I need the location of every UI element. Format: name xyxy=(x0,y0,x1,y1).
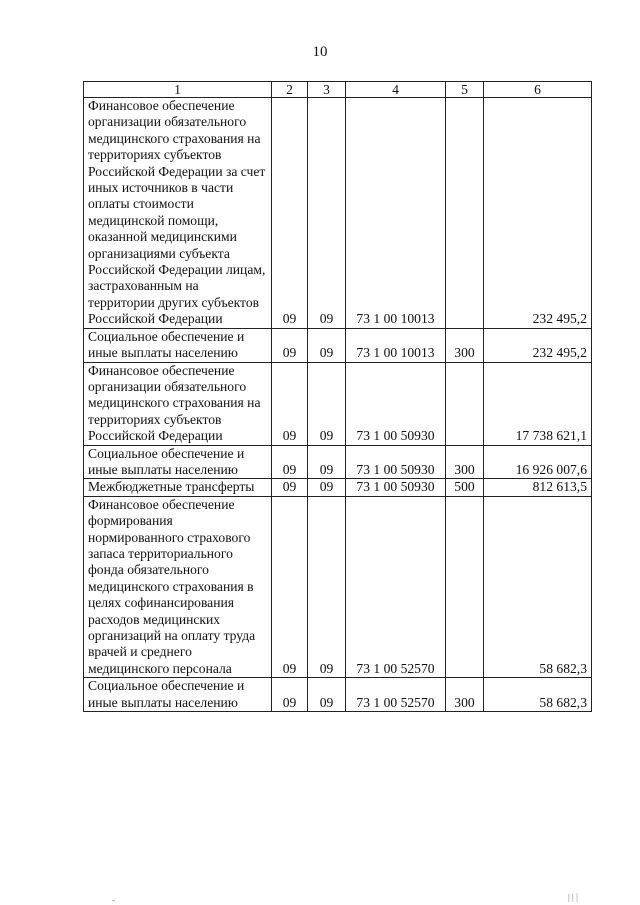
header-col-6: 6 xyxy=(484,82,592,98)
row-amount: 17 738 621,1 xyxy=(484,362,592,445)
row-target-code: 73 1 00 50930 xyxy=(346,479,446,496)
row-target-code: 73 1 00 52570 xyxy=(346,678,446,712)
row-amount: 58 682,3 xyxy=(484,678,592,712)
table-row xyxy=(84,479,592,496)
table-row xyxy=(84,445,592,479)
row-section: 09 xyxy=(272,445,308,479)
row-name: Финансовое обеспечение организации обязательного медицинского страхования на территориях субъектов Российской Федерации за счет иных источников в части оплаты стоимости медицинской помощи, оказанной медицинскими организациями субъекта Российской Федерации лицам, застрахованным на территории других субъектов Российской Федерации xyxy=(84,98,272,329)
row-expense-type: 300 xyxy=(446,328,484,362)
row-target-code: 73 1 00 52570 xyxy=(346,496,446,677)
row-subsection: 09 xyxy=(308,445,346,479)
row-section: 09 xyxy=(272,479,308,496)
header-col-3: 3 xyxy=(308,82,346,98)
header-col-1: 1 xyxy=(84,82,272,98)
row-subsection: 09 xyxy=(308,479,346,496)
row-expense-type: 300 xyxy=(446,678,484,712)
row-subsection: 09 xyxy=(308,678,346,712)
scan-mark-right: | | | xyxy=(568,892,578,902)
row-amount: 232 495,2 xyxy=(484,328,592,362)
header-col-2: 2 xyxy=(272,82,308,98)
table-row xyxy=(84,362,592,445)
row-section: 09 xyxy=(272,98,308,329)
row-subsection: 09 xyxy=(308,98,346,329)
row-subsection: 09 xyxy=(308,362,346,445)
budget-table xyxy=(83,81,592,712)
row-target-code: 73 1 00 10013 xyxy=(346,328,446,362)
row-amount: 16 926 007,6 xyxy=(484,445,592,479)
row-expense-type xyxy=(446,496,484,677)
header-col-4: 4 xyxy=(346,82,446,98)
row-expense-type: 500 xyxy=(446,479,484,496)
row-subsection: 09 xyxy=(308,328,346,362)
row-expense-type xyxy=(446,98,484,329)
row-target-code: 73 1 00 10013 xyxy=(346,98,446,329)
row-amount: 58 682,3 xyxy=(484,496,592,677)
row-section: 09 xyxy=(272,362,308,445)
table-row xyxy=(84,98,592,329)
table-row xyxy=(84,328,592,362)
table-header-row xyxy=(84,82,592,98)
page-number: 10 xyxy=(312,44,328,60)
row-name: Финансовое обеспечение формирования нормированного страхового запаса территориального фонда обязательного медицинского страхования в целях софинансирования расходов медицинских организаций на оплату труда врачей и среднего медицинского персонала xyxy=(84,496,272,677)
row-amount: 232 495,2 xyxy=(484,98,592,329)
row-section: 09 xyxy=(272,328,308,362)
row-expense-type xyxy=(446,362,484,445)
row-target-code: 73 1 00 50930 xyxy=(346,362,446,445)
row-amount: 812 613,5 xyxy=(484,479,592,496)
row-target-code: 73 1 00 50930 xyxy=(346,445,446,479)
row-name: Финансовое обеспечение организации обязательного медицинского страхования на территориях субъектов Российской Федерации xyxy=(84,362,272,445)
row-name: Социальное обеспечение и иные выплаты населению xyxy=(84,445,272,479)
row-section: 09 xyxy=(272,678,308,712)
row-subsection: 09 xyxy=(308,496,346,677)
row-name: Социальное обеспечение и иные выплаты населению xyxy=(84,328,272,362)
table-row xyxy=(84,678,592,712)
row-name: Социальное обеспечение и иные выплаты населению xyxy=(84,678,272,712)
header-col-5: 5 xyxy=(446,82,484,98)
row-expense-type: 300 xyxy=(446,445,484,479)
scan-mark-left: - xyxy=(112,895,115,905)
row-name: Межбюджетные трансферты xyxy=(84,479,272,496)
row-section: 09 xyxy=(272,496,308,677)
table-row xyxy=(84,496,592,677)
